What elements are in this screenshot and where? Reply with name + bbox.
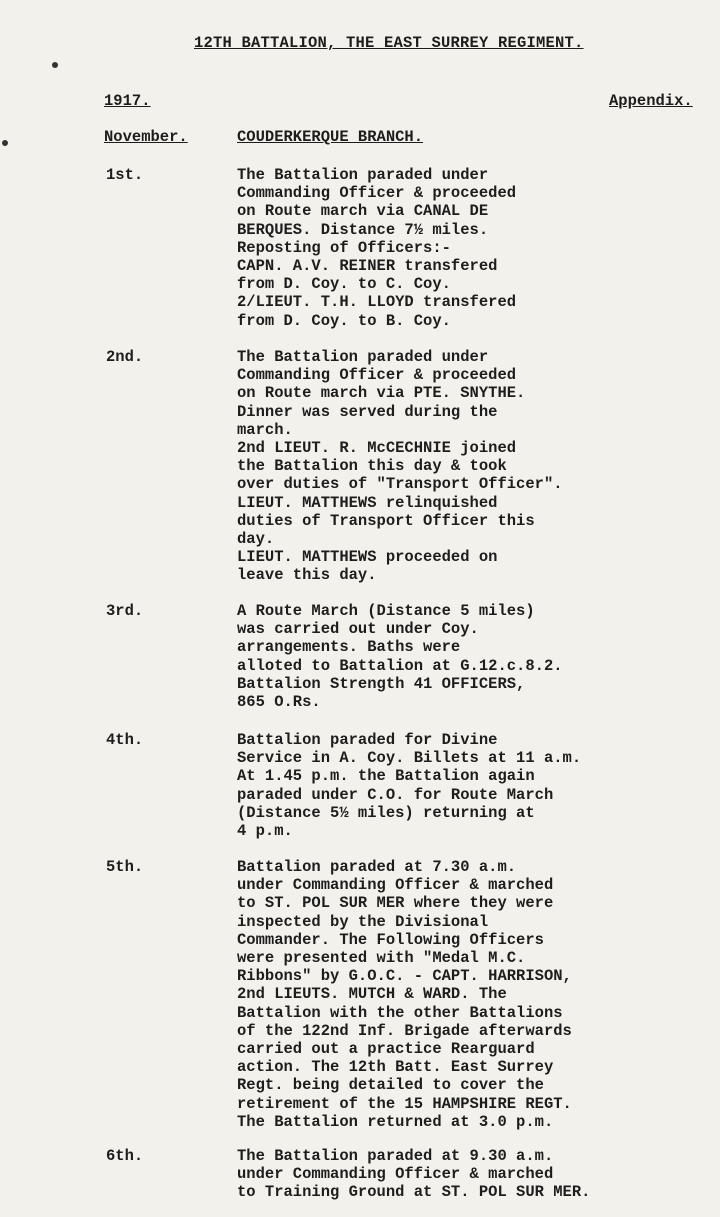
entry-text: A Route March (Distance 5 miles) was carried out under Coy. arrangements. Baths were alloted to Battalion at G.12.c.8.2. Battalion Strength 41 OFFICERS, 865 O.Rs. [237,602,563,712]
entry-text: The Battalion paraded under Commanding Officer & proceeded on Route march via CANAL DE BERQUES. Distance 7½ miles. Reposting of Officers:- CAPN. A.V. REINER transfered from D. Coy. to C. Coy. 2/LIEUT. T.H. LLOYD transfered from D. Coy. to B. Coy. [237,166,517,330]
entry-date: 1st. [106,166,144,184]
entry-date: 2nd. [106,348,144,366]
month-heading: November. [104,128,188,146]
document-title: 12TH BATTALION, THE EAST SURREY REGIMENT. [194,34,584,52]
punch-hole-mark [52,62,58,68]
entry-text: The Battalion paraded at 9.30 a.m. under Commanding Officer & marched to Training Ground at ST. POL SUR MER. [237,1147,591,1202]
branch-heading: COUDERKERQUE BRANCH. [237,128,424,146]
entry-date: 6th. [106,1147,144,1165]
year-heading: 1917. [104,92,151,110]
entry-text: Battalion paraded for Divine Service in A. Coy. Billets at 11 a.m. At 1.45 p.m. the Battalion again paraded under C.O. for Route March (Distance 5½ miles) returning at 4 p.m. [237,731,582,841]
entry-date: 3rd. [106,602,144,620]
appendix-heading: Appendix. [609,92,693,110]
entry-text: The Battalion paraded under Commanding Officer & proceeded on Route march via PTE. SNYTHE. Dinner was served during the march. 2nd LIEUT. R. McCECHNIE joined the Battalion this day & took over duties of "Transport Officer". LIEUT. MATTHEWS relinquished duties of Transport Officer this day. LIEUT. MATTHEWS proceeded on leave this day. [237,348,563,585]
entry-text: Battalion paraded at 7.30 a.m. under Commanding Officer & marched to ST. POL SUR MER where they were inspected by the Divisional Commander. The Following Officers were presented with "Medal M.C. Ribbons" by G.O.C. - CAPT. HARRISON, 2nd LIEUTS. MUTCH & WARD. The Battalion with the other Battalions of the 122nd Inf. Brigade afterwards carried out a practice Rearguard action. The 12th Batt. East Surrey Regt. being detailed to cover the retirement of the 15 HAMPSHIRE REGT. The Battalion returned at 3.0 p.m. [237,858,572,1131]
entry-date: 5th. [106,858,144,876]
entry-date: 4th. [106,731,144,749]
punch-hole-mark [2,140,8,146]
